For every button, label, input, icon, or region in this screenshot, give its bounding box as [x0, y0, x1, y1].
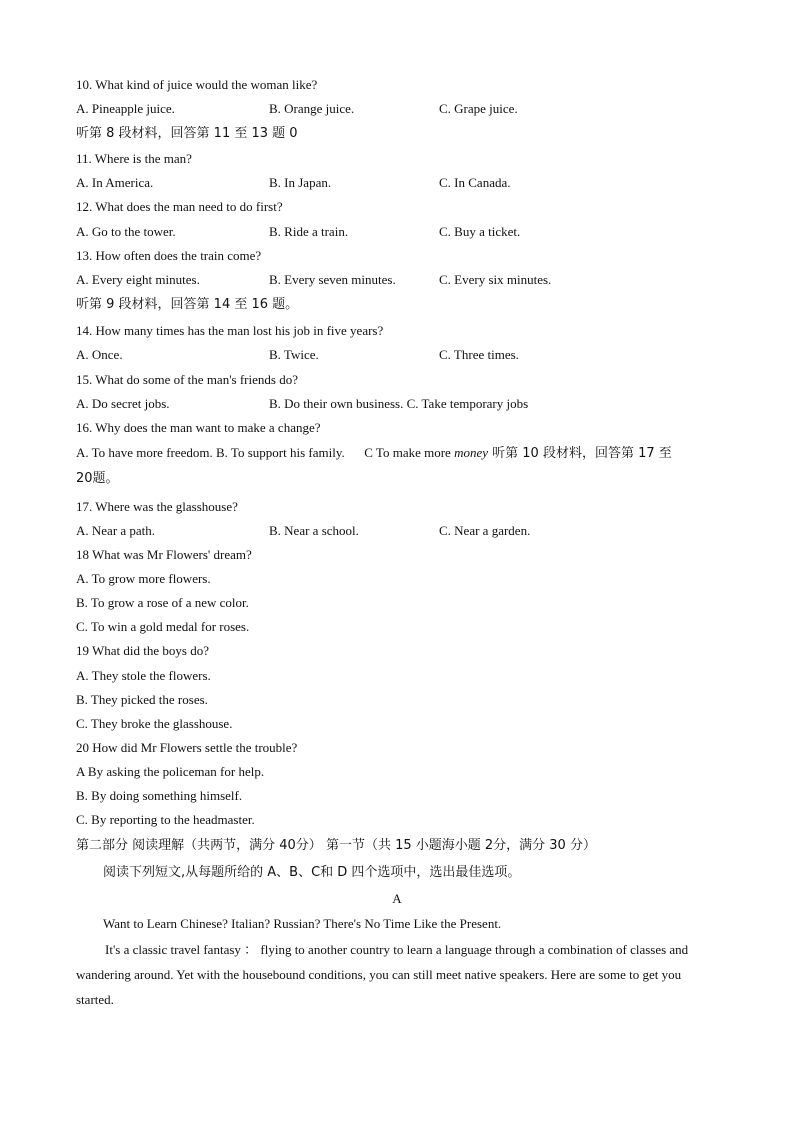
question-20-option-a: A By asking the policeman for help.: [76, 764, 265, 779]
section-10-instruction-part1: 听第 10 段材料，回答第 17 至: [488, 446, 672, 461]
passage-paragraph-text: It's a classic travel fantasy ： flying to another country to learn a language through a combination of classes and wandering around. Yet with the housebound conditions, you can still meet native speakers. Here are some to get you started.: [76, 942, 689, 1007]
part-2-instruction: 阅读下列短文,从每题所给的 A、B、C和 D 四个选项中，选出最佳选项。: [103, 865, 521, 880]
question-16-stem: 16. Why does the man want to make a change?: [76, 420, 321, 435]
question-15-stem: 15. What do some of the man's friends do?: [76, 372, 298, 387]
question-17-option-c: C. Near a garden.: [439, 523, 531, 538]
question-18-option-c: C. To win a gold medal for roses.: [76, 619, 250, 634]
question-18-stem: 18 What was Mr Flowers' dream?: [76, 547, 252, 562]
question-17-option-b: B. Near a school.: [269, 523, 359, 538]
passage-title: Want to Learn Chinese? Italian? Russian? There's No Time Like the Present.: [103, 916, 502, 931]
question-14-option-a: A. Once.: [76, 347, 123, 362]
question-12-option-b: B. Ride a train.: [269, 224, 349, 239]
question-10-option-a: A. Pineapple juice.: [76, 101, 175, 116]
question-11-stem: 11. Where is the man?: [76, 151, 192, 166]
question-10-option-c: C. Grape juice.: [439, 101, 518, 116]
question-17-option-a: A. Near a path.: [76, 523, 156, 538]
question-13-option-a: A. Every eight minutes.: [76, 272, 200, 287]
section-8-instruction: 听第 8 段材料，回答第 11 至 13 题 0: [76, 126, 298, 141]
question-19-option-c: C. They broke the glasshouse.: [76, 716, 233, 731]
question-14-stem: 14. How many times has the man lost his job in five years?: [76, 323, 384, 338]
section-9-instruction: 听第 9 段材料，回答第 14 至 16 题。: [76, 297, 299, 312]
question-15-option-a: A. Do secret jobs.: [76, 396, 170, 411]
question-11-option-a: A. In America.: [76, 175, 154, 190]
question-12-stem: 12. What does the man need to do first?: [76, 199, 283, 214]
question-14-option-c: C. Three times.: [439, 347, 519, 362]
question-13-option-b: B. Every seven minutes.: [269, 272, 396, 287]
question-20-stem: 20 How did Mr Flowers settle the trouble?: [76, 740, 298, 755]
question-18-option-b: B. To grow a rose of a new color.: [76, 595, 249, 610]
question-16-option-ab: A. To have more freedom. B. To support his family.: [76, 445, 345, 460]
question-14-option-b: B. Twice.: [269, 347, 319, 362]
question-11-option-c: C. In Canada.: [439, 175, 511, 190]
question-19-option-b: B. They picked the roses.: [76, 692, 208, 707]
passage-paragraph: [76, 937, 718, 1012]
question-19-option-a: A. They stole the flowers.: [76, 668, 211, 683]
question-12-option-c: C. Buy a ticket.: [439, 224, 521, 239]
question-10-stem: 10. What kind of juice would the woman like?: [76, 77, 318, 92]
section-10-instruction-part2: 20题。: [76, 471, 119, 486]
question-10-option-b: B. Orange juice.: [269, 101, 355, 116]
question-16-option-c: C To make more: [364, 445, 455, 460]
question-20-option-c: C. By reporting to the headmaster.: [76, 812, 255, 827]
question-19-stem: 19 What did the boys do?: [76, 643, 209, 658]
question-13-stem: 13. How often does the train come?: [76, 248, 262, 263]
question-17-stem: 17. Where was the glasshouse?: [76, 499, 238, 514]
part-2-heading: 第二部分 阅读理解（共两节，满分 40分） 第一节（共 15 小题海小题 2分，满分 30 分）: [76, 838, 596, 853]
passage-letter: A: [392, 891, 402, 906]
question-12-option-a: A. Go to the tower.: [76, 224, 176, 239]
question-11-option-b: B. In Japan.: [269, 175, 332, 190]
question-16-options: [76, 445, 718, 462]
question-20-option-b: B. By doing something himself.: [76, 788, 243, 803]
question-15-option-bc: B. Do their own business. C. Take temporary jobs: [269, 396, 529, 411]
question-13-option-c: C. Every six minutes.: [439, 272, 552, 287]
question-16-option-c-italic: money: [454, 445, 489, 460]
question-18-option-a: A. To grow more flowers.: [76, 571, 211, 586]
